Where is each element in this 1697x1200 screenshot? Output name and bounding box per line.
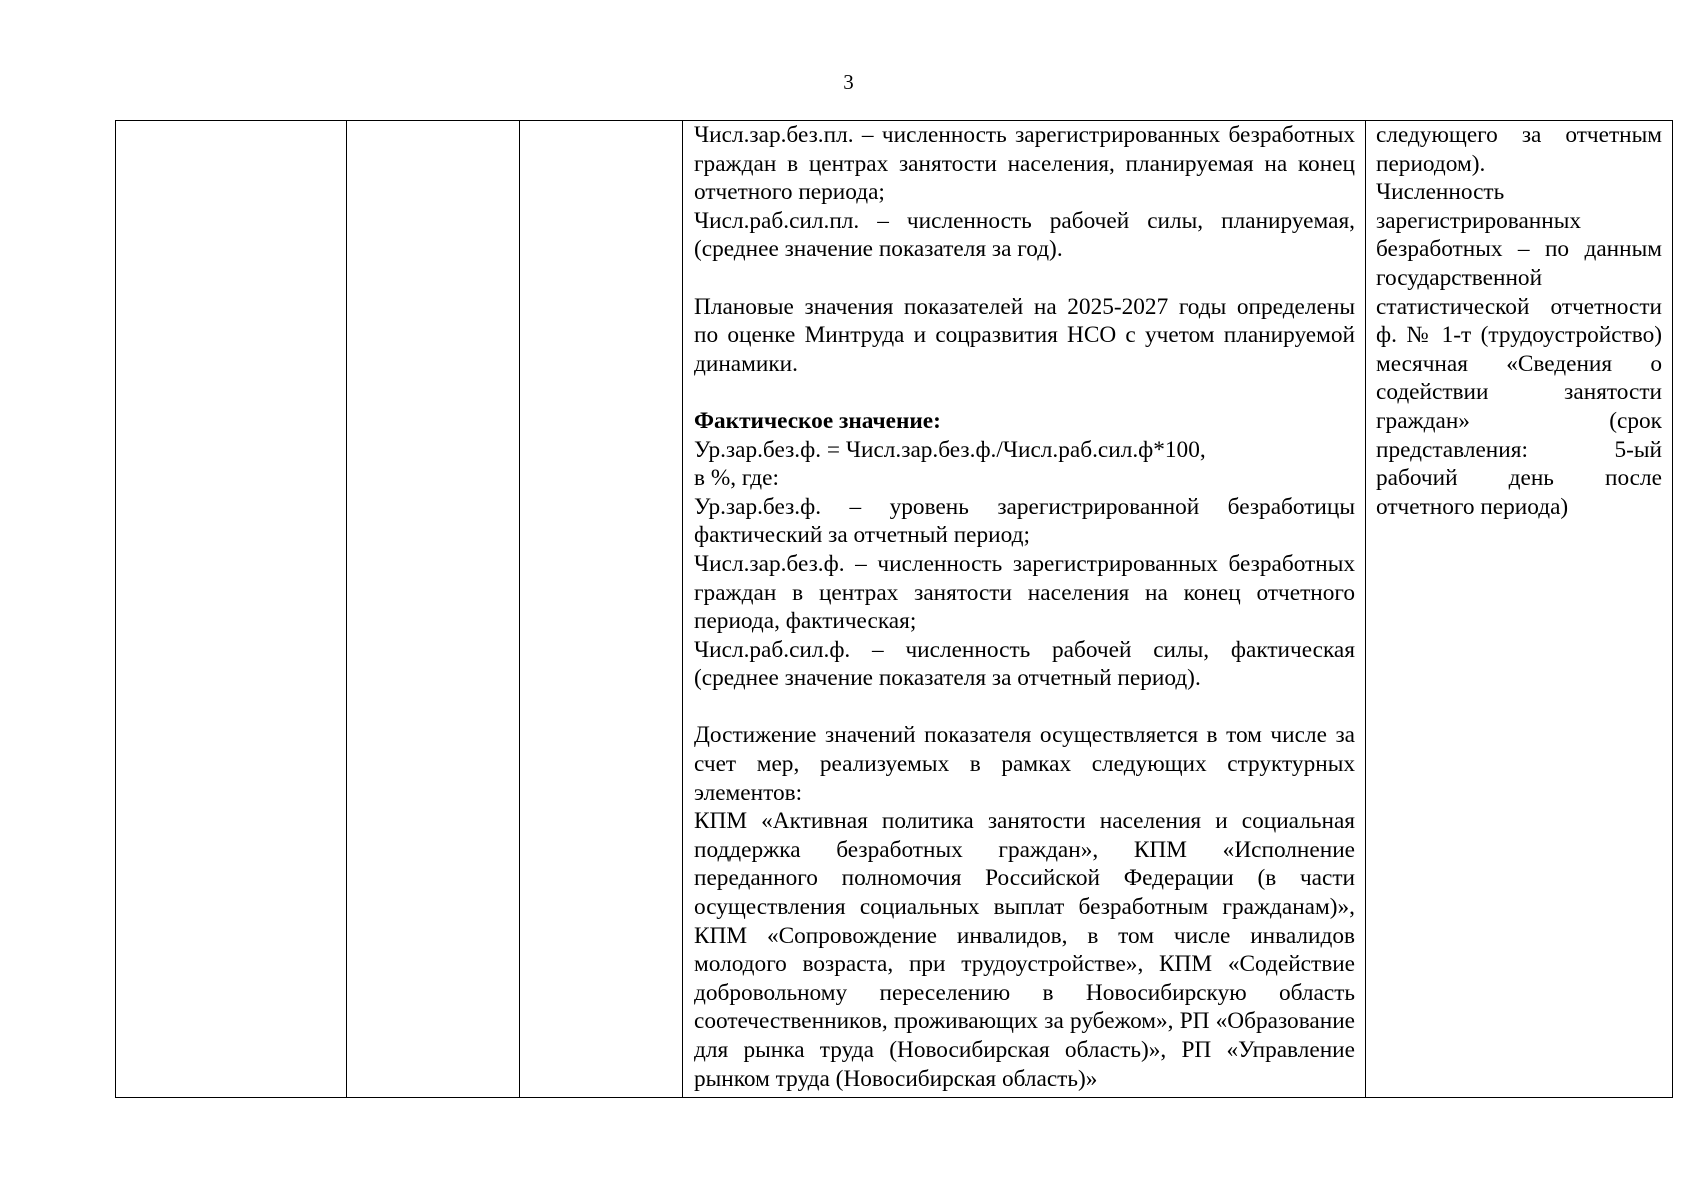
table-cell-empty-1 xyxy=(116,121,347,1098)
data-source-text xyxy=(1366,121,1672,521)
table-row xyxy=(116,121,1673,1098)
source-continuation: следующего за отчетным периодом). xyxy=(1376,122,1662,177)
table-cell-empty-2 xyxy=(347,121,520,1098)
calculation-method-text xyxy=(683,121,1365,1093)
calculation-method-cell xyxy=(683,121,1366,1098)
registered-unemployed-source: безработных – по данным государственной статистической отчетности ф. № 1-т (трудоустройство) месячная «Сведения о содействии занятости граждан» (срок представления: 5-ый рабочий день после отчетного периода) xyxy=(1376,236,1662,520)
fact-item-registered-unemployed: Числ.зар.без.ф. – численность зарегистрированных безработных граждан в центрах занятости населения на конец отчетного периода, фактическая; xyxy=(694,550,1355,635)
structural-elements-list: КПМ «Активная политика занятости населения и социальная поддержка безработных граждан», КПМ «Исполнение переданного полномочия Российской Федерации (в части осуществления социальных выплат безработным гражданам)», КПМ «Сопровождение инвалидов, в том числе инвалидов молодого возраста, при трудоустройстве», КПМ «Содействие добровольному переселению в Новосибирскую область соотечественников, проживающих за рубежом», РП «Образование для рынка труда (Новосибирская область)», РП «Управление рынком труда (Новосибирская область)» xyxy=(694,808,1355,1092)
table-cell-empty-3 xyxy=(520,121,683,1098)
registered-unemployed-label: Численность зарегистрированных xyxy=(1376,179,1582,234)
plan-item-registered-unemployed: Числ.зар.без.пл. – численность зарегистрированных безработных граждан в центрах занятости населения, планируемая на конец отчетного периода; xyxy=(694,122,1355,206)
achievement-intro: Достижение значений показателя осуществляется в том числе за счет мер, реализуемых в рамках следующих структурных элементов: xyxy=(694,722,1355,806)
fact-where: в %, где: xyxy=(694,465,779,492)
plan-values-note: Плановые значения показателей на 2025-2027 годы определены по оценке Минтруда и соцразвития НСО с учетом планируемой динамики. xyxy=(694,293,1355,377)
fact-formula: Ур.зар.без.ф. = Числ.зар.без.ф./Числ.раб.сил.ф*100, xyxy=(694,436,1206,463)
page-number: 3 xyxy=(843,70,854,94)
fact-item-labour-force: Числ.раб.сил.ф. – численность рабочей силы, фактическая (среднее значение показателя за отчетный период). xyxy=(694,636,1355,692)
data-source-cell xyxy=(1366,121,1673,1098)
fact-item-unemployment-rate: Ур.зар.без.ф. – уровень зарегистрированной безработицы фактический за отчетный период; xyxy=(694,493,1355,549)
plan-item-labour-force: Числ.раб.сил.пл. – численность рабочей силы, планируемая, (среднее значение показателя за год). xyxy=(694,207,1355,263)
indicator-table xyxy=(115,120,1673,1098)
fact-value-heading: Фактическое значение: xyxy=(694,407,941,434)
